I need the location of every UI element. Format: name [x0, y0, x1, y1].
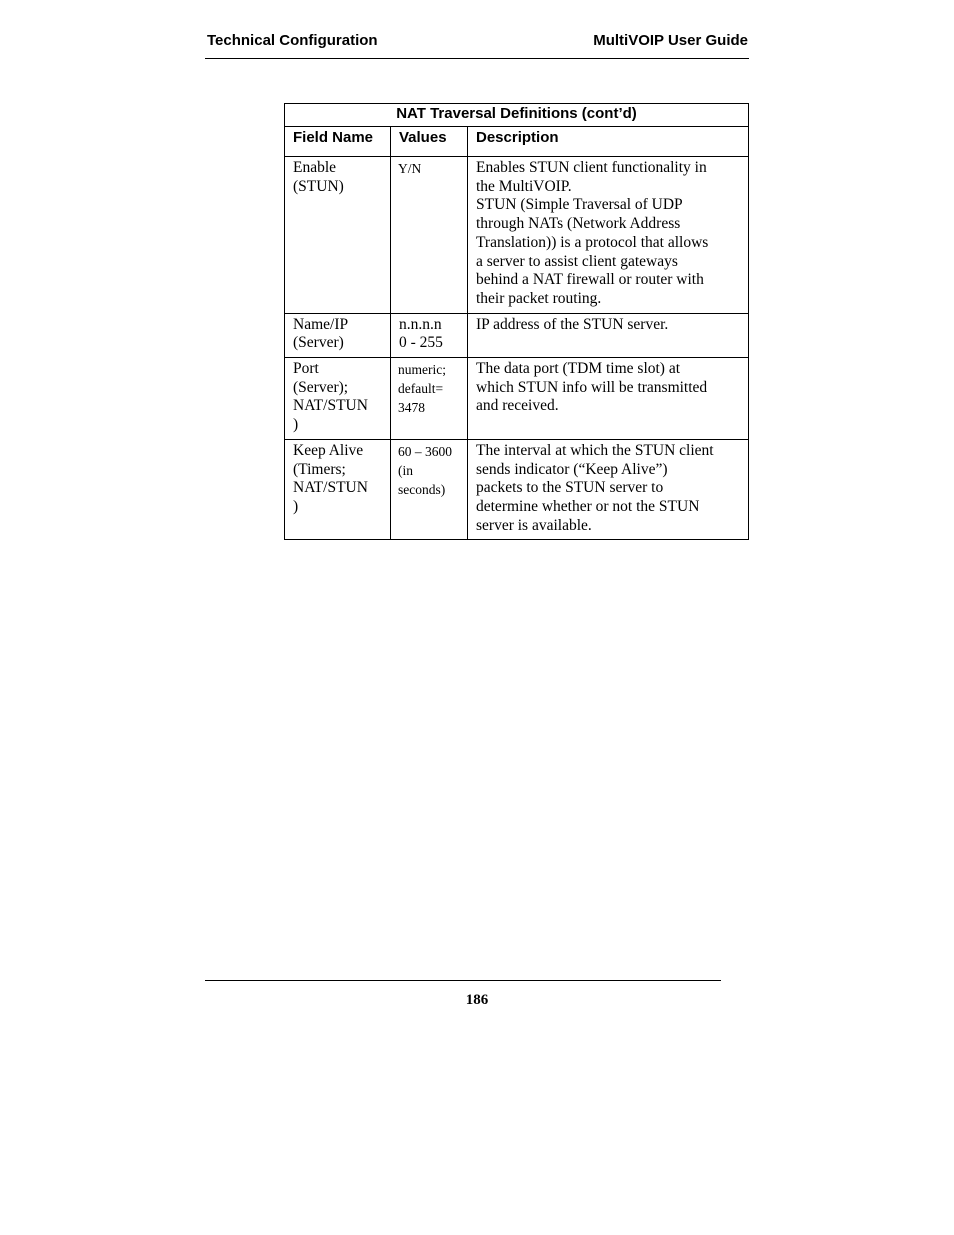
column-header-field-name: Field Name	[285, 127, 391, 157]
description-line: The interval at which the STUN client	[476, 441, 714, 459]
field-name-line: Keep Alive	[293, 441, 364, 459]
table-row	[285, 313, 749, 357]
field-name-line: (Server)	[293, 334, 344, 352]
table-header-row	[285, 127, 749, 157]
field-name-line: Name/IP	[293, 315, 349, 333]
values-line: (in	[398, 462, 413, 478]
field-name-line: (Timers;	[293, 460, 346, 478]
description-line: Enables STUN client functionality in	[476, 159, 707, 176]
field-name-cell	[285, 358, 391, 440]
field-name-line: (Server);	[293, 378, 349, 396]
description-line: through NATs (Network Address	[476, 215, 681, 233]
values-cell	[391, 358, 468, 440]
field-name-line: (STUN)	[293, 177, 344, 195]
description-line: server is available.	[476, 516, 592, 534]
description-cell	[468, 439, 749, 540]
values-cell	[391, 439, 468, 540]
description-line: the MultiVOIP.	[476, 177, 572, 195]
description-line: behind a NAT firewall or router with	[476, 271, 704, 289]
values-line: n.n.n.n	[399, 315, 442, 333]
description-cell	[468, 157, 749, 314]
description-line: determine whether or not the STUN	[476, 497, 700, 515]
field-name-line: )	[293, 497, 299, 515]
page-number: 186	[465, 992, 489, 1008]
values-line: numeric;	[398, 362, 446, 378]
table-row	[285, 358, 749, 440]
footer-divider	[205, 980, 721, 981]
field-name-line: Port	[293, 360, 319, 378]
page-header	[207, 32, 748, 52]
description-cell	[468, 313, 749, 357]
values-cell	[391, 313, 468, 357]
description-line: which STUN info will be transmitted	[476, 378, 708, 396]
table-row	[285, 157, 749, 314]
values-line: 3478	[398, 400, 425, 416]
header-guide-title: MultiVOIP User Guide	[593, 32, 748, 49]
field-name-line: NAT/STUN	[293, 397, 368, 415]
column-header-description: Description	[468, 127, 749, 157]
values-line: Y/N	[398, 161, 422, 176]
description-cell	[468, 358, 749, 440]
column-header-values: Values	[391, 127, 468, 157]
table-row	[285, 439, 749, 540]
description-line: packets to the STUN server to	[476, 479, 664, 497]
header-divider	[205, 58, 749, 59]
field-name-line: NAT/STUN	[293, 479, 368, 497]
table-title: NAT Traversal Definitions (cont’d)	[285, 104, 749, 127]
header-section-title: Technical Configuration	[207, 32, 378, 49]
description-line: The data port (TDM time slot) at	[476, 360, 681, 378]
description-line: their packet routing.	[476, 289, 602, 307]
field-name-line: )	[293, 416, 299, 434]
nat-traversal-definitions-table	[284, 103, 749, 540]
description-line: sends indicator (“Keep Alive”)	[476, 460, 668, 478]
description-line: and received.	[476, 397, 559, 415]
field-name-cell	[285, 439, 391, 540]
values-line: 60 – 3600	[398, 443, 452, 459]
values-line: seconds)	[398, 481, 446, 497]
field-name-cell	[285, 313, 391, 357]
table-title-row	[285, 104, 749, 127]
values-cell	[391, 157, 468, 314]
description-line: STUN (Simple Traversal of UDP	[476, 196, 683, 214]
values-line: default=	[398, 381, 444, 397]
description-line: Translation)) is a protocol that allows	[476, 233, 709, 251]
description-line: a server to assist client gateways	[476, 252, 678, 270]
field-name-cell	[285, 157, 391, 314]
description-line: IP address of the STUN server.	[476, 315, 669, 333]
field-name-line: Enable	[293, 159, 337, 176]
values-line: 0 - 255	[399, 334, 443, 352]
